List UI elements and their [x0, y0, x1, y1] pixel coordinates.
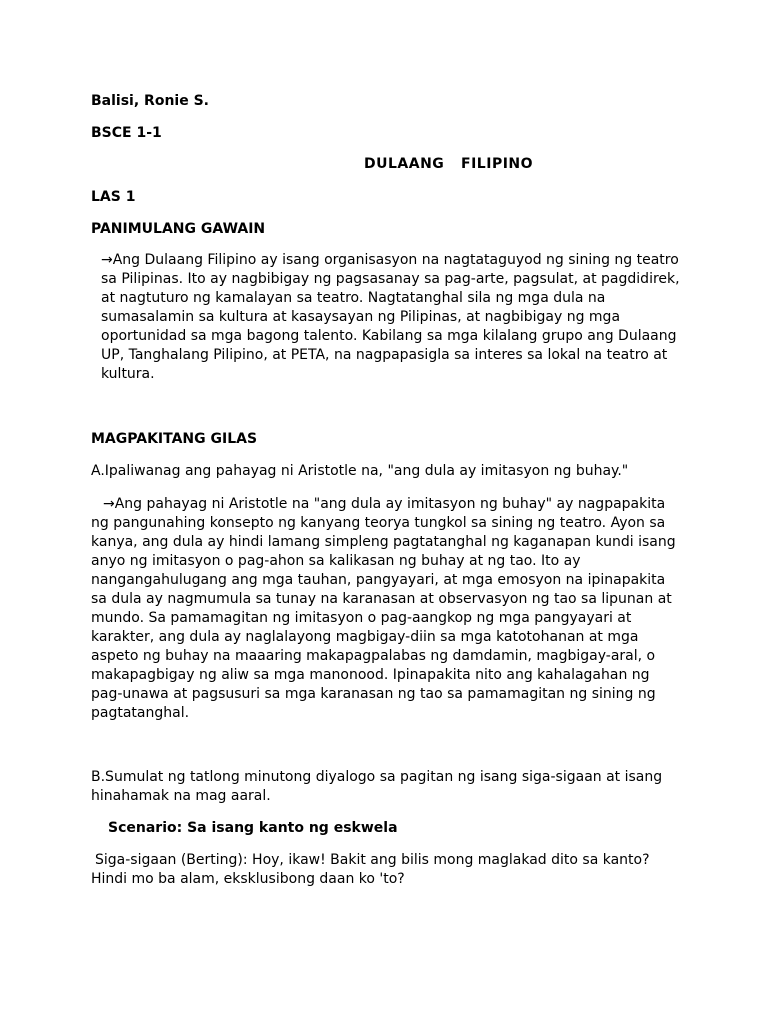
question-b: B.Sumulat ng tatlong minutong diyalogo sa pagitan ng isang siga-sigaan at isang hinahamak na mag aaral.	[91, 769, 663, 804]
dialogue-line: Siga-sigaan (Berting): Hoy, ikaw! Bakit ang bilis mong maglakad dito sa kanto? Hindi mo ba alam, eksklusibong daan ko 'to?	[91, 852, 650, 887]
student-name: Balisi, Ronie S.	[91, 93, 209, 109]
document-title: DULAANG FILIPINO	[364, 156, 534, 172]
answer-a: →Ang pahayag ni Aristotle na "ang dula ay imitasyon ng buhay" ay nagpapakita ng pangunahing konsepto ng kanyang teorya tungkol sa sining ng teatro. Ayon sa kanya, ang dula ay hindi lamang simpleng pagtatanghal ng kaganapan kundi isang anyo ng imitasyon o pag-ahon sa kalikasan ng buhay at ng tao. Ito ay nangangahulugang ang mga tauhan, pangyayari, at mga emosyon na ipinapakita sa dula ay nagmumula sa tunay na karanasan at observasyon ng tao sa lipunan at mundo. Sa pamamagitan ng imitasyon o pag-aangkop ng mga pangyayari at karakter, ang dula ay naglalayong magbigay-diin sa mga katotohanan at mga aspeto ng buhay na maaaring makapagpalabas ng damdamin, magbigay-aral, o makapagbigay ng aliw sa mga manonood. Ipinapakita nito ang kahalagahan ng pag-unawa at pagsusuri sa mga karanasan ng tao sa pamamagitan ng sining ng pagtatanghal.	[91, 496, 676, 721]
panimula-heading: PANIMULANG GAWAIN	[91, 221, 266, 237]
question-a: A.Ipaliwanag ang pahayag ni Aristotle na, "ang dula ay imitasyon ng buhay."	[91, 463, 629, 479]
magpakitang-gilas-heading: MAGPAKITANG GILAS	[91, 431, 258, 447]
student-section: BSCE 1-1	[91, 125, 162, 141]
panimula-paragraph: →Ang Dulaang Filipino ay isang organisasyon na nagtataguyod ng sining ng teatro sa Pilipinas. Ito ay nagbibigay ng pagsasanay sa pag-arte, pagsulat, at pagdidirek, at nagtuturo ng kamalayan sa teatro. Nagtatanghal sila ng mga dula na sumasalamin sa kultura at kasaysayan ng Pilipinas, at nagbibigay ng mga oportunidad sa mga bagong talento. Kabilang sa mga kilalang grupo ang Dulaang UP, Tanghalang Pilipino, at PETA, na nagpapasigla sa interes sa lokal na teatro at kultura.	[101, 252, 680, 382]
las-label: LAS 1	[91, 189, 136, 205]
scenario-line: Scenario: Sa isang kanto ng eskwela	[108, 820, 398, 836]
